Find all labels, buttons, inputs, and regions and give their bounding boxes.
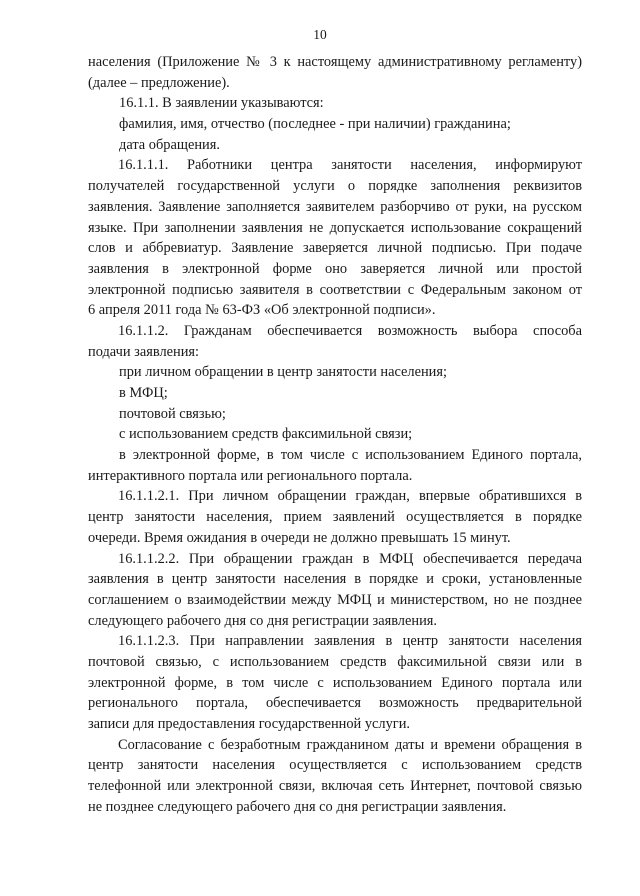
text-line: центр занятости населения осуществляется с использованием средств	[88, 757, 582, 774]
text-line: 16.1.1.1. Работники центра занятости населения, информируют	[118, 157, 582, 174]
text-line: соглашением о взаимодействии между МФЦ и министерством, но не позднее	[88, 591, 582, 608]
text-line: в МФЦ;	[119, 385, 168, 401]
text-line: 6 апреля 2011 года № 63-ФЗ «Об электронной подписи».	[88, 302, 436, 319]
text-line: телефонной или электронной связи, включая сеть Интернет, почтовой связью	[88, 778, 582, 795]
text-line: получателей государственной услуги о порядке заполнения реквизитов	[88, 178, 582, 195]
page-number: 10	[313, 27, 327, 42]
text-line: фамилия, имя, отчество (последнее - при наличии) гражданина;	[119, 116, 511, 133]
text-line: почтовой связью;	[119, 405, 226, 422]
text-line: 16.1.1.2.3. При направлении заявления в центр занятости населения	[118, 633, 582, 650]
text-line: (далее – предложение).	[88, 74, 230, 91]
text-line: электронной подписью заявителя в соответствии с Федеральным законом от	[88, 281, 582, 298]
text-line: записи для предоставления государственной услуги.	[88, 716, 411, 732]
text-line: электронной форме, в том числе с использованием Единого портала или	[88, 674, 582, 691]
text-line: в электронной форме, в том числе с использованием Единого портала,	[119, 447, 582, 464]
text-line: следующего рабочего дня со дня регистрации заявления.	[88, 612, 437, 629]
text-line: интерактивного портала или регионального портала.	[88, 467, 413, 484]
text-line: слов и аббревиатур. Заявление заверяется личной подписью. При подаче	[88, 240, 582, 257]
text-line: центр занятости населения, прием заявлений осуществляется в порядке	[88, 509, 582, 526]
text-line: заявления в электронной форме оно заверяется личной или простой	[88, 260, 582, 277]
document-body	[88, 52, 582, 817]
text-line: очереди. Время ожидания в очереди не должно превышать 15 минут.	[88, 529, 511, 546]
text-line: заявления в центр занятости населения в порядке и сроки, установленные	[88, 571, 582, 588]
text-line: языке. При заполнении заявления не допускается использование сокращений	[88, 219, 582, 236]
text-line: подачи заявления:	[88, 343, 200, 360]
text-line: 16.1.1. В заявлении указываются:	[119, 95, 324, 112]
text-line: Согласование с безработным гражданином даты и времени обращения в	[118, 736, 582, 753]
text-line: заявления. Заявление заполняется заявителем разборчиво от руки, на русском	[88, 198, 582, 215]
text-line: почтовой связью, с использованием средств факсимильной связи или в	[88, 653, 582, 670]
text-line: населения (Приложение № 3 к настоящему административному регламенту)	[88, 54, 582, 70]
text-line: не позднее следующего рабочего дня со дня регистрации заявления.	[88, 798, 507, 815]
text-line: 16.1.1.2.2. При обращении граждан в МФЦ обеспечивается передача	[118, 550, 582, 567]
text-line: 16.1.1.2.1. При личном обращении граждан, впервые обратившихся в	[118, 488, 582, 505]
text-line: при личном обращении в центр занятости населения;	[119, 364, 447, 381]
text-line: регионального портала, обеспечивается возможность предварительной	[88, 695, 582, 712]
text-line: дата обращения.	[119, 136, 220, 153]
text-line: 16.1.1.2. Гражданам обеспечивается возможность выбора способа	[118, 322, 582, 339]
text-line: с использованием средств факсимильной связи;	[119, 426, 413, 443]
